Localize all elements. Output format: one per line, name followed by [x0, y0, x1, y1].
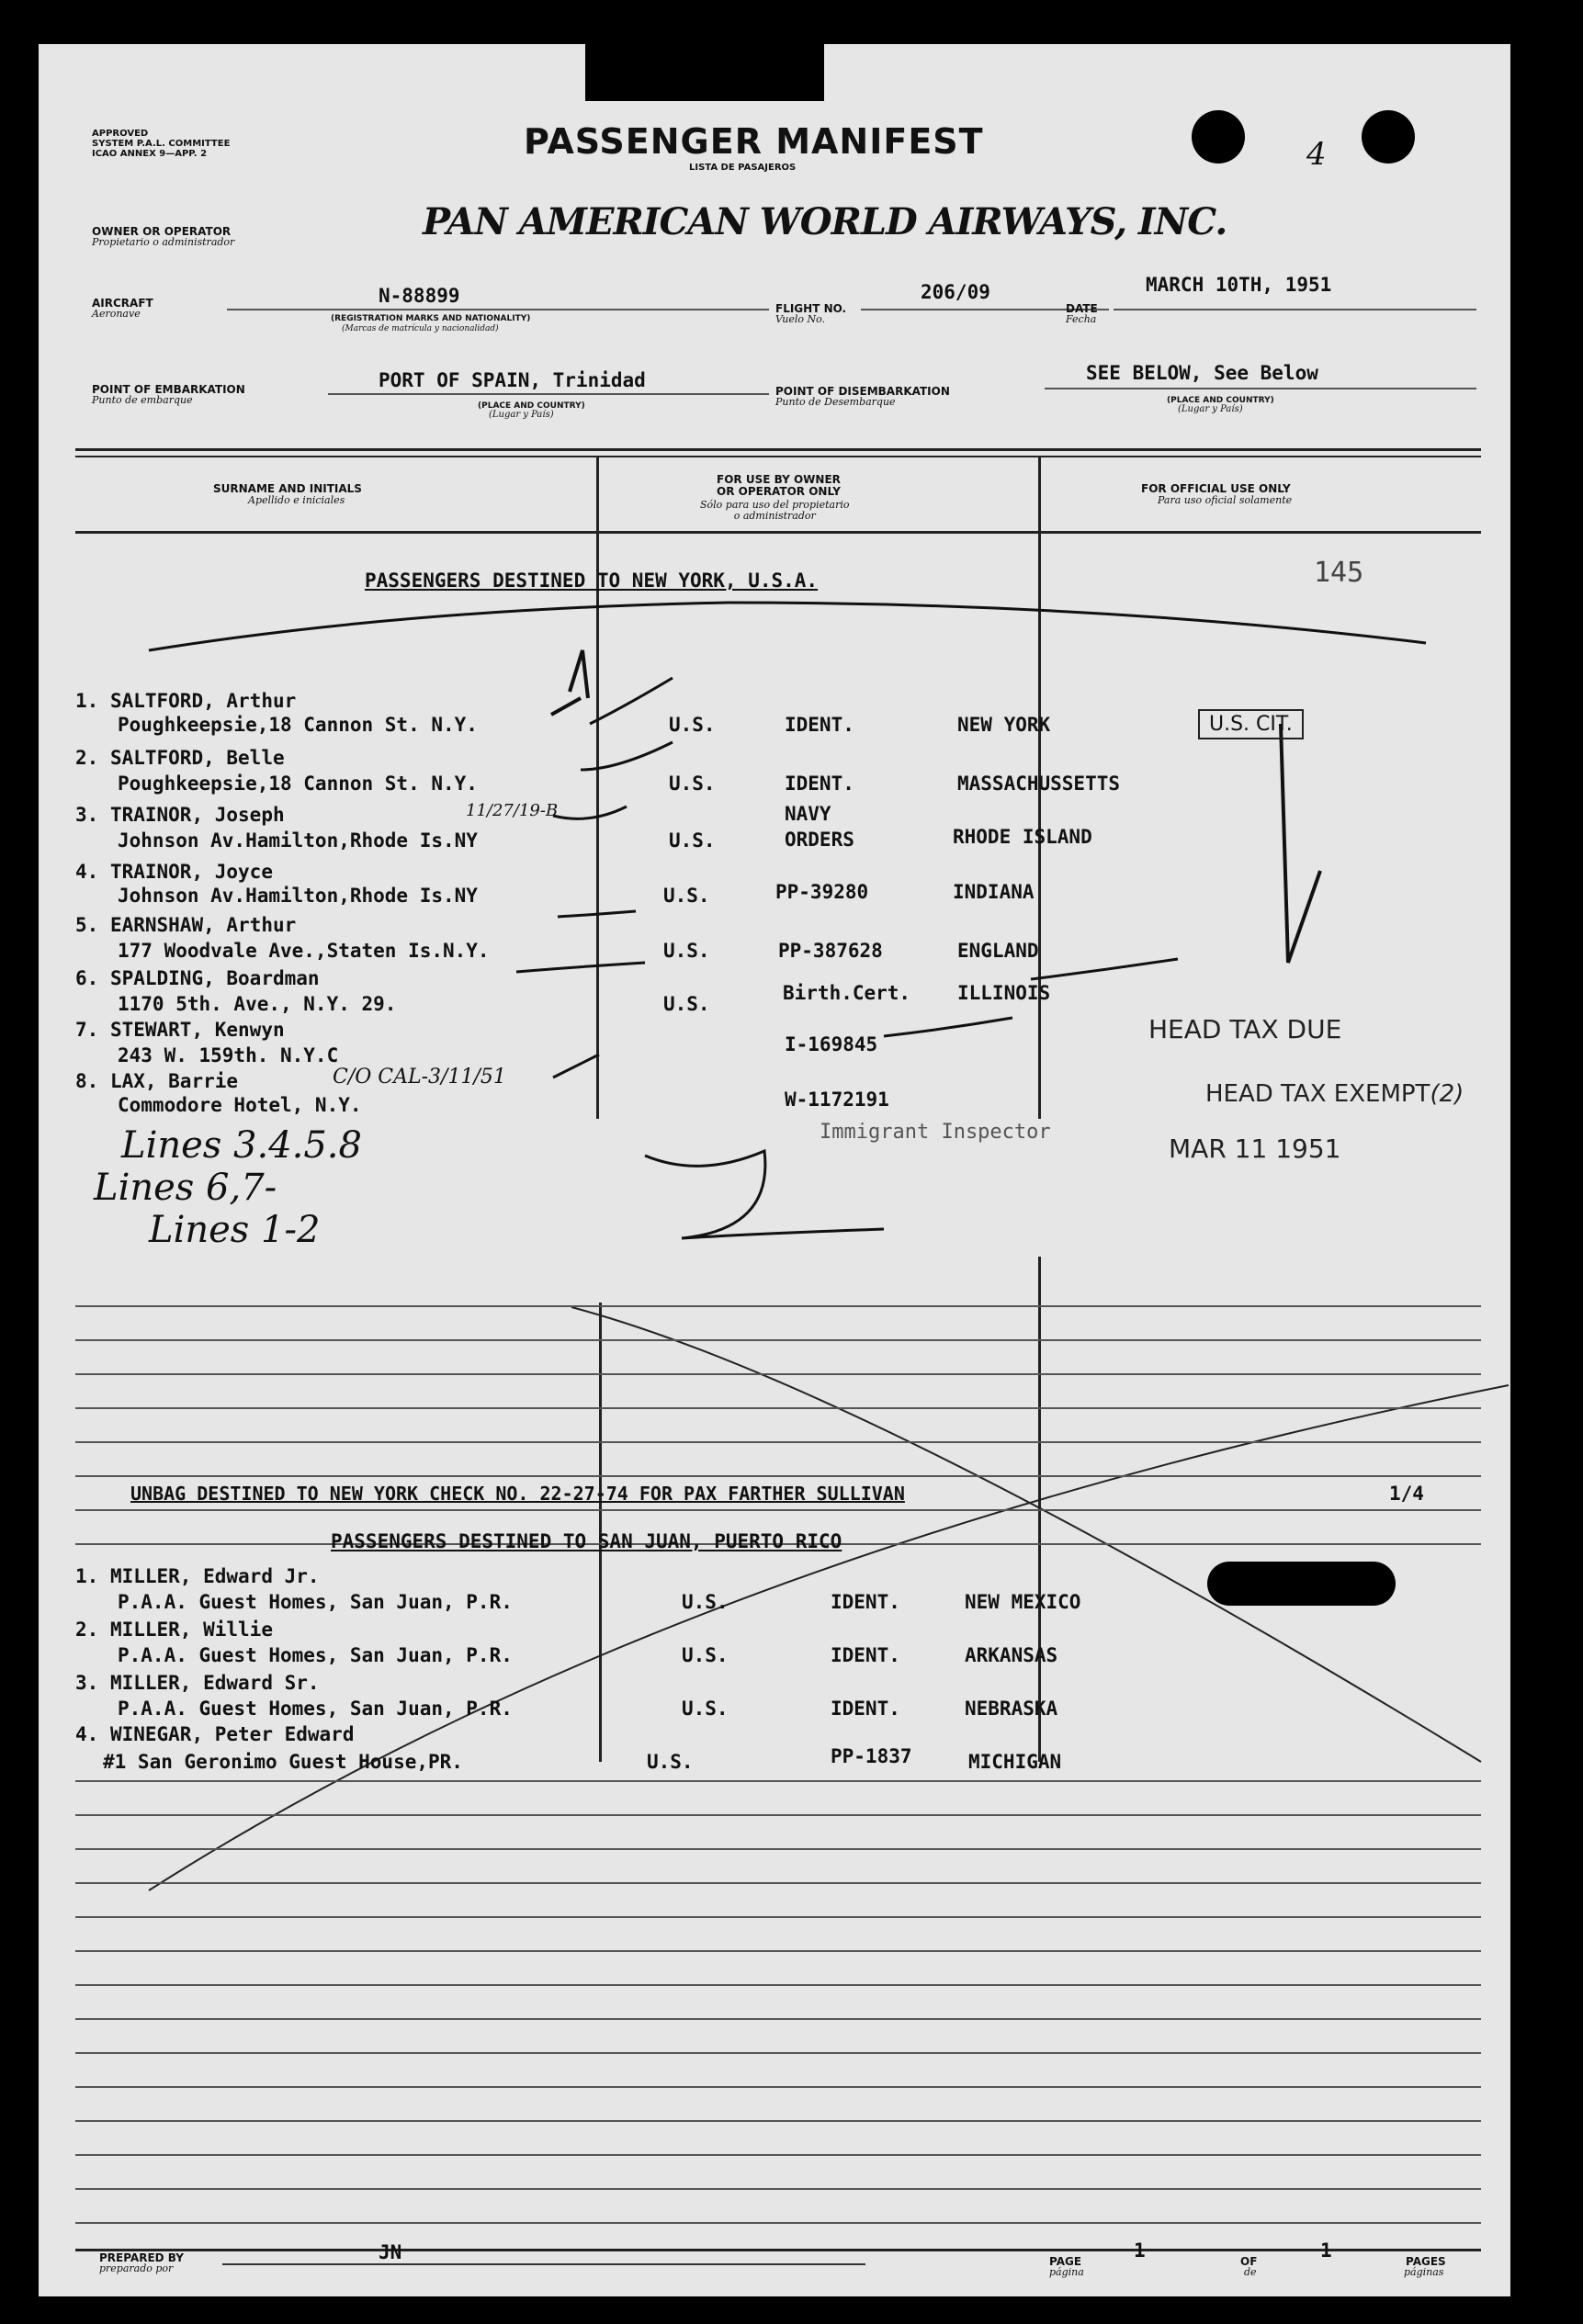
pages-label: PAGES: [1406, 2255, 1446, 2268]
row-num: 3.: [75, 1672, 99, 1694]
handwritten-date: 11/27/19-B: [466, 801, 559, 820]
flight-label: FLIGHT NO.: [775, 302, 847, 315]
passenger-name: LAX, Barrie: [109, 1070, 239, 1092]
page-number: 1: [1134, 2239, 1146, 2262]
head-tax-exempt-stamp: [1205, 1080, 1464, 1108]
flight-value: 206/09: [921, 281, 990, 303]
col-official-es: Para uso oficial solamente: [1158, 494, 1293, 506]
passenger-place: ENGLAND: [957, 940, 1039, 962]
check-mark: [1281, 724, 1320, 963]
passenger-nationality: U.S.: [647, 1751, 694, 1773]
passenger-document: W-1172191: [785, 1089, 889, 1111]
passenger-place: MASSACHUSSETTS: [957, 773, 1121, 795]
passenger-name: SPALDING, Boardman: [109, 967, 320, 989]
ruled-line: [75, 1441, 1481, 1443]
check-mark: [558, 911, 636, 917]
passenger-address: Johnson Av.Hamilton,Rhode Is.NY: [118, 885, 478, 907]
unbag-count: 1/4: [1389, 1483, 1424, 1505]
ruled-line: [75, 1916, 1481, 1918]
col-owner-use-line: OR OPERATOR ONLY: [717, 485, 841, 498]
table-row: [75, 1723, 354, 1745]
passenger-document: I-169845: [785, 1033, 878, 1055]
row-num: 2.: [75, 1619, 99, 1641]
row-num: 6.: [75, 967, 99, 989]
col-owner-use-line: FOR USE BY OWNER: [717, 473, 841, 486]
row-num: 4.: [75, 861, 99, 883]
ruled-line: [75, 1475, 1481, 1477]
section1-heading: PASSENGERS DESTINED TO NEW YORK, U.S.A.: [365, 570, 819, 592]
passenger-document: PP-387628: [778, 940, 883, 962]
exempt-mark: (2): [1430, 1080, 1464, 1108]
passenger-name: WINEGAR, Peter Edward: [109, 1723, 355, 1745]
passenger-nationality: U.S.: [682, 1591, 729, 1613]
check-mark: [581, 742, 673, 770]
table-row: [75, 801, 285, 829]
aircraft-label: AIRCRAFT: [92, 297, 153, 310]
disembark-label-es: Punto de Desembarque: [775, 396, 896, 408]
ruled-line: [75, 2188, 1481, 2190]
passenger-name: MILLER, Edward Jr.: [109, 1565, 320, 1587]
aircraft-label-es: Aeronave: [92, 308, 141, 320]
prepared-label: PREPARED BY: [99, 2251, 184, 2264]
row-num: 2.: [75, 747, 99, 769]
embark-value: PORT OF SPAIN, Trinidad: [379, 369, 646, 391]
redaction-mark: [1207, 1562, 1396, 1606]
inspection-date-stamp: MAR 11 1951: [1169, 1134, 1341, 1164]
passenger-address: P.A.A. Guest Homes, San Juan, P.R.: [118, 1591, 513, 1613]
passenger-count: 145: [1314, 557, 1364, 589]
passenger-place: NEBRASKA: [965, 1698, 1058, 1720]
passenger-document: PP-1837: [831, 1745, 912, 1767]
passenger-place: INDIANA: [953, 881, 1035, 903]
flight-label-es: Vuelo No.: [775, 313, 826, 325]
aircraft-note: (REGISTRATION MARKS AND NATIONALITY): [331, 314, 531, 323]
of-label: OF: [1240, 2255, 1258, 2268]
table-bottom-rule: [75, 2249, 1481, 2251]
passenger-address: Johnson Av.Hamilton,Rhode Is.NY: [118, 829, 478, 852]
check-mark: [553, 807, 627, 818]
passenger-nationality: U.S.: [669, 773, 716, 795]
passenger-address: 177 Woodvale Ave.,Staten Is.N.Y.: [118, 940, 490, 962]
unbag-note: UNBAG DESTINED TO NEW YORK CHECK NO. 22-27-74 FOR PAX FARTHER SULLIVAN: [130, 1483, 905, 1505]
row-num: 3.: [75, 804, 99, 826]
row-num: 7.: [75, 1019, 99, 1041]
ruled-line: [75, 1509, 1481, 1511]
page-title-es: LISTA DE PASAJEROS: [689, 163, 797, 173]
table-row: [75, 1619, 273, 1641]
check-mark: [553, 1055, 599, 1077]
approval-line: APPROVED: [92, 129, 149, 139]
passenger-document: IDENT.: [831, 1644, 900, 1666]
passenger-document: NAVY ORDERS: [785, 803, 854, 851]
row-num: 4.: [75, 1723, 99, 1745]
passenger-name: EARNSHAW, Arthur: [109, 914, 297, 936]
table-row: [75, 965, 320, 992]
handwritten-date: C/O CAL-3/11/51: [333, 1066, 506, 1089]
aircraft-note-es: (Marcas de matrícula y nacionalidad): [342, 324, 499, 333]
passenger-nationality: U.S.: [669, 714, 716, 736]
ruled-line: [75, 1882, 1481, 1884]
passenger-nationality: U.S.: [663, 993, 710, 1015]
passenger-document: IDENT.: [831, 1591, 900, 1613]
passenger-name: TRAINOR, Joseph: [109, 804, 285, 826]
passenger-place: NEW YORK: [957, 714, 1051, 736]
passenger-address: Poughkeepsie,18 Cannon St. N.Y.: [118, 773, 478, 795]
passenger-name: TRAINOR, Joyce: [109, 861, 273, 883]
passenger-address: #1 San Geronimo Guest House,PR.: [103, 1751, 463, 1773]
passenger-nationality: U.S.: [663, 885, 710, 907]
passenger-document: IDENT.: [785, 773, 854, 795]
embark-label-es: Punto de embarque: [92, 394, 193, 406]
passenger-place: ARKANSAS: [965, 1644, 1058, 1666]
disembark-label: POINT OF DISEMBARKATION: [775, 385, 950, 398]
ruled-line: [75, 1780, 1481, 1782]
date-value: MARCH 10TH, 1951: [1146, 274, 1332, 296]
row-num: 8.: [75, 1070, 99, 1092]
section2-heading: PASSENGERS DESTINED TO SAN JUAN, PUERTO RICO: [331, 1530, 842, 1552]
col-owner-use-es-line: Sólo para uso del propietario: [700, 499, 850, 511]
signature-line: Lines 6,7-: [94, 1167, 277, 1209]
us-citizen-stamp: U.S. CIT.: [1198, 709, 1304, 739]
page-label-es: página: [1049, 2266, 1084, 2278]
passenger-nationality: U.S.: [669, 829, 716, 852]
ruled-line: [75, 2222, 1481, 2224]
passenger-address: 243 W. 159th. N.Y.C: [118, 1044, 339, 1066]
date-label: DATE: [1066, 302, 1098, 315]
aircraft-value: N-88899: [379, 285, 460, 307]
passenger-name: MILLER, Willie: [109, 1619, 273, 1641]
pages-label-es: páginas: [1404, 2266, 1444, 2278]
ruled-line: [75, 2018, 1481, 2020]
manifest-sheet: [39, 44, 1510, 2296]
ruled-line: [75, 1373, 1481, 1375]
row-num: 1.: [75, 690, 99, 712]
date-label-es: Fecha: [1066, 313, 1097, 325]
passenger-place: RHODE ISLAND: [953, 826, 1092, 848]
passenger-place: ILLINOIS: [957, 982, 1051, 1004]
col-owner-use-es-line: o administrador: [733, 510, 816, 522]
disembark-note: (PLACE AND COUNTRY): [1167, 396, 1274, 405]
check-mark: [551, 650, 588, 715]
passenger-place: MICHIGAN: [968, 1751, 1062, 1773]
passenger-name: STEWART, Kenwyn: [109, 1019, 285, 1041]
table-row: [75, 1565, 320, 1587]
col-surname: SURNAME AND INITIALS: [213, 482, 362, 495]
passenger-nationality: U.S.: [663, 940, 710, 962]
table-row: [75, 1672, 320, 1694]
underline-stroke: [149, 603, 1426, 650]
prepared-line: [222, 2263, 865, 2265]
of-label-es: de: [1244, 2266, 1257, 2278]
signature-line: Lines 3.4.5.8: [121, 1124, 362, 1167]
disembark-note-es: (Lugar y País): [1178, 404, 1243, 414]
ruled-line: [75, 2086, 1481, 2088]
ruled-line: [75, 2052, 1481, 2054]
ruled-line: [75, 1814, 1481, 1816]
check-mark: [590, 678, 673, 724]
check-mark: [1031, 959, 1178, 979]
signature-line: Lines 1-2: [149, 1209, 321, 1251]
row-num: 5.: [75, 914, 99, 936]
passenger-name: SALTFORD, Belle: [109, 747, 285, 769]
table-row: [75, 1016, 285, 1044]
passenger-document: Birth.Cert.: [783, 982, 911, 1004]
ruled-line: [75, 1984, 1481, 1986]
ruled-line: [75, 1305, 1481, 1307]
page-title: PASSENGER MANIFEST: [524, 121, 984, 162]
passenger-address: Commodore Hotel, N.Y.: [118, 1094, 362, 1116]
head-tax-exempt-text: HEAD TAX EXEMPT: [1205, 1080, 1430, 1108]
col-surname-es: Apellido e iniciales: [248, 494, 345, 506]
page-label: PAGE: [1049, 2255, 1082, 2268]
passenger-document: IDENT.: [831, 1698, 900, 1720]
head-tax-due-stamp: HEAD TAX DUE: [1148, 1014, 1342, 1044]
passenger-place: NEW MEXICO: [965, 1591, 1081, 1613]
passenger-address: Poughkeepsie,18 Cannon St. N.Y.: [118, 714, 478, 736]
col-official: FOR OFFICIAL USE ONLY: [1141, 482, 1291, 495]
passenger-document: PP-39280: [775, 881, 869, 903]
prepared-label-es: preparado por: [99, 2262, 174, 2274]
immigrant-inspector-stamp: Immigrant Inspector: [820, 1121, 1051, 1144]
ruled-line: [75, 1848, 1481, 1850]
passenger-nationality: U.S.: [682, 1644, 729, 1666]
owner-label: OWNER OR OPERATOR: [92, 225, 232, 238]
embark-note-es: (Lugar y País): [489, 410, 554, 420]
passenger-document: IDENT.: [785, 714, 854, 736]
table-row: [75, 744, 285, 772]
embark-note: (PLACE AND COUNTRY): [478, 401, 585, 411]
passenger-address: 1170 5th. Ave., N.Y. 29.: [118, 993, 397, 1015]
embark-label: POINT OF EMBARKATION: [92, 383, 245, 396]
table-row: [75, 911, 296, 939]
passenger-nationality: U.S.: [682, 1698, 729, 1720]
signature-stroke: [645, 1151, 884, 1238]
passenger-address: P.A.A. Guest Homes, San Juan, P.R.: [118, 1644, 513, 1666]
approval-line: ICAO ANNEX 9—APP. 2: [92, 149, 208, 159]
prepared-by: JN: [379, 2241, 402, 2263]
ruled-line: [75, 1950, 1481, 1952]
passenger-name: MILLER, Edward Sr.: [109, 1672, 320, 1694]
approval-line: SYSTEM P.A.L. COMMITTEE: [92, 139, 231, 149]
ruled-line: [75, 2120, 1481, 2122]
passenger-name: SALTFORD, Arthur: [109, 690, 297, 712]
total-pages: 1: [1320, 2239, 1332, 2262]
owner-label-es: Propietario o administrador: [92, 236, 235, 248]
ruled-line: [75, 1339, 1481, 1341]
airline-name: PAN AMERICAN WORLD AIRWAYS, INC.: [423, 200, 1227, 243]
ruled-line: [75, 2154, 1481, 2156]
row-num: 1.: [75, 1565, 99, 1587]
ruled-line: [75, 1407, 1481, 1409]
check-mark: [884, 1018, 1012, 1036]
handwritten-page-mark: 4: [1306, 136, 1327, 173]
check-mark: [516, 963, 645, 972]
passenger-address: P.A.A. Guest Homes, San Juan, P.R.: [118, 1698, 513, 1720]
disembark-value: SEE BELOW, See Below: [1086, 362, 1318, 384]
